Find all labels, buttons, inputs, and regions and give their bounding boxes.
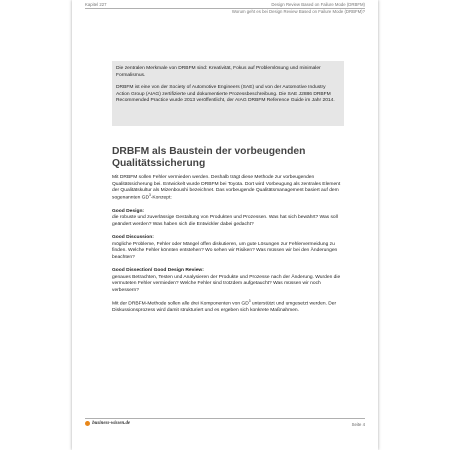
document-page — [72, 0, 378, 450]
business-wissen-logo[interactable] — [85, 421, 130, 426]
section-title: DRBFM als Baustein der vorbeugenden Qualitätssicherung — [112, 146, 306, 170]
section-body — [112, 175, 344, 321]
outro-paragraph: Mit der DRBFM-Methode sollen alle drei Komponenten von $GD^3$ unterstützt und umgesetzt werden. Der Diskussionsprozess wird damit strukturiert und es ergeben sich konkrete Maßnahmen. — [112, 298, 337, 314]
item-text: mögliche Probleme, Fehler oder Mängel offen diskutieren, um gute Lösungen zur Fehlervermeidung zu finden. Welche Fehler könnten entstehen? Wo sehen wir Risiken? Was müssen wir bei den Änderungen beachten? — [112, 241, 338, 260]
info-paragraph-1: Die zentralen Merkmale von DRBFM sind: Kreativität, Fokus auf Problemlösung und minimaler Formalismus. — [116, 66, 321, 78]
gd-item-good-design — [112, 209, 344, 229]
header-subtitle: Worum geht es bei Design Review Based on Failure Mode (DRBFM)? — [231, 8, 365, 14]
chapter-label: Kapitel 227 — [85, 2, 107, 7]
intro-paragraph: Mit DRBFM sollen Fehler vermieden werden. Deshalb trägt diese Methode zur vorbeugenden Qualitätssicherung bei. Entwickelt wurde DRBFM bei Toyota. Dort wird Vorbeugung als zentrales Element der Qualitätskultur als Mizenboushi bezeichnet. Das vorbeugende Qualitätsmanagement basiert auf dem sogenannten $GD^3$-Konzept: — [112, 175, 341, 201]
page-number: Seite 4 — [351, 422, 365, 427]
item-heading: Good Dissection/ Good Design Review: — [112, 267, 204, 273]
footer-divider — [85, 418, 365, 419]
gd-item-good-dissection — [112, 268, 344, 294]
item-heading: Good Discussion: — [112, 234, 154, 240]
header-title: Design Review Based on Failure Mode (DRBFM) — [271, 2, 365, 7]
item-text: die robuste und zuverlässige Gestaltung von Produkten und Prozessen. Was hat sich bewährt? Was soll geändert werden? Was haben sich die Entwickler dabei gedacht? — [112, 215, 338, 227]
logo-text: business-wissen.de — [92, 421, 131, 427]
gd-item-good-discussion — [112, 235, 344, 261]
logo-dot-icon — [85, 421, 90, 426]
item-text: genaues Betrachten, Testen und Analysieren der Produkte und Prozesse nach der Änderung. Wurden die vermuteten Fehler vermieden? Welche Fehler sind trotzdem aufgetaucht? Was müssen wir noch verbessern? — [112, 274, 341, 293]
info-paragraph-2: DRBFM ist eine von der Society of Automotive Engineers (SAE) und von der Automotive Industry Action Group (AIAG) zertifizierte und dokumentierte Prozessbeschreibung. Die SAE J2886 DRBFM Recommended Practice wurde 2013 veröffentlicht, der AIAG DRBFM Reference Guide im Jahr 2014. — [116, 85, 335, 104]
item-heading: Good Design: — [112, 208, 145, 214]
info-box — [112, 61, 344, 126]
